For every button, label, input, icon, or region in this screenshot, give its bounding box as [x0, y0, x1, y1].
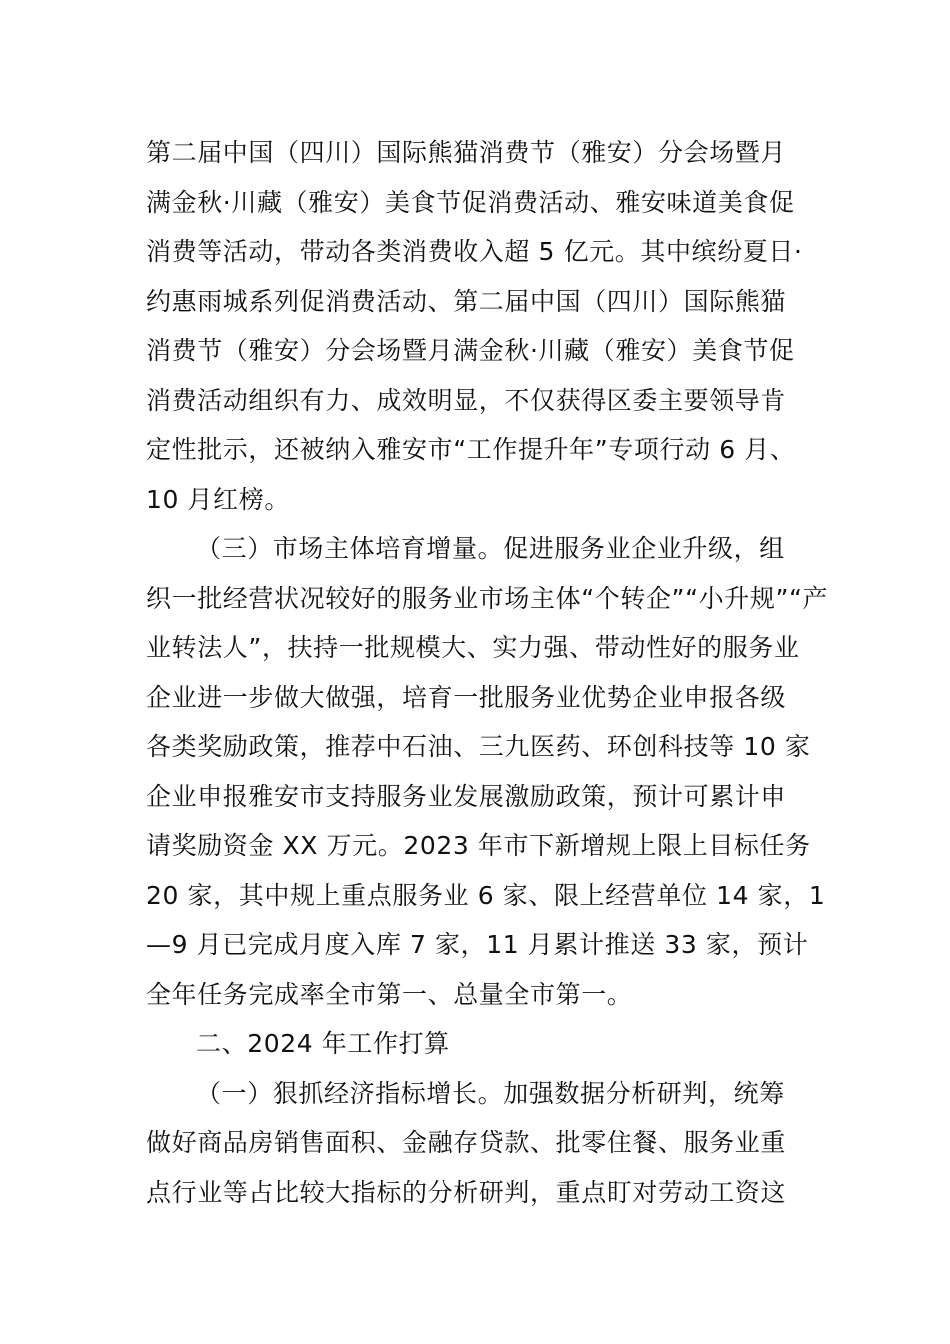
text-line: 做好商品房销售面积、金融存贷款、批零住餐、服务业重 — [146, 1128, 787, 1157]
section-heading-line: （一）狠抓经济指标增长。加强数据分析研判，统筹 — [196, 1078, 785, 1108]
chapter-heading-line: 二、2024 年工作打算 — [196, 1029, 450, 1058]
text-line: —9 月已完成月度入库 7 家，11 月累计推送 33 家，预计 — [146, 930, 809, 959]
section-heading-line: （三）市场主体培育增量。促进服务业企业升级，组 — [196, 534, 785, 563]
text-line: 第二届中国（四川）国际熊猫消费节（雅安）分会场暨月 — [146, 138, 787, 167]
text-line: 请奖励资金 XX 万元。2023 年市下新增规上限上目标任务 — [146, 831, 811, 860]
text-line: 各类奖励政策，推荐中石油、三九医药、环创科技等 10 家 — [146, 732, 811, 761]
text-line: 消费活动组织有力、成效明显，不仅获得区委主要领导肯 — [146, 385, 787, 415]
text-line: 定性批示，还被纳入雅安市“工作提升年”专项行动 6 月、 — [146, 435, 796, 464]
text-line: 消费等活动，带动各类消费收入超 5 亿元。其中缤纷夏日· — [146, 237, 803, 266]
text-line: 业转法人”，扶持一批规模大、实力强、带动性好的服务业 — [146, 633, 800, 662]
text-line: 约惠雨城系列促消费活动、第二届中国（四川）国际熊猫 — [146, 286, 787, 316]
text-line: 20 家，其中规上重点服务业 6 家、限上经营单位 14 家，1 — [146, 880, 826, 910]
text-line: 企业进一步做大做强，培育一批服务业优势企业申报各级 — [146, 682, 787, 712]
text-line: 企业申报雅安市支持服务业发展激励政策，预计可累计申 — [146, 781, 787, 811]
text-line: 全年任务完成率全市第一、总量全市第一。 — [146, 979, 633, 1009]
text-line: 消费节（雅安）分会场暨月满金秋·川藏（雅安）美食节促 — [146, 336, 795, 365]
text-line: 10 月红榜。 — [146, 484, 290, 514]
text-line: 点行业等占比较大指标的分析研判，重点盯对劳动工资这 — [146, 1177, 787, 1207]
text-line: 满金秋·川藏（雅安）美食节促消费活动、雅安味道美食促 — [146, 187, 795, 217]
document-body — [146, 128, 829, 1217]
text-line: 织一批经营状况较好的服务业市场主体“个转企”“小升规”“产 — [146, 583, 829, 613]
